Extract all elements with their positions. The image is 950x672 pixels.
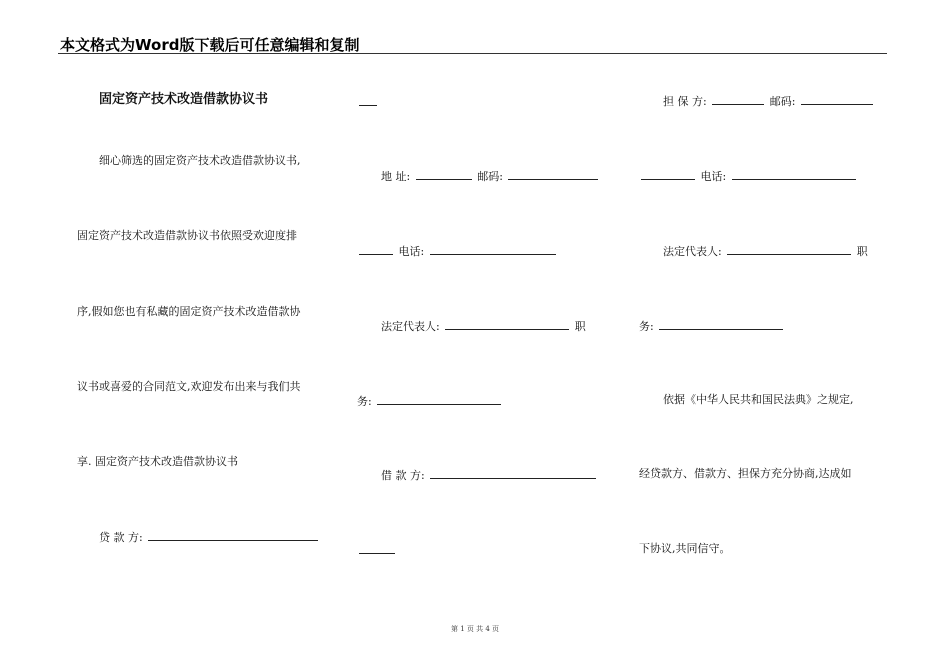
page-number: 第 1 页 共 4 页 [450,625,500,633]
phone-blank[interactable] [430,243,556,255]
position-label-end: 务: [357,395,372,408]
position-label-start: 职 [856,245,868,258]
lender-row [99,529,320,545]
continuation-row [357,94,379,110]
guarantor-name-blank[interactable] [712,93,764,105]
lender-label: 贷 款 方: [99,531,143,544]
postcode-blank[interactable] [508,168,598,180]
header-text: 本文格式为Word版下载后可任意编辑和复制 [60,36,360,54]
position-row [639,318,785,334]
intro-line: 固定资产技术改造借款协议书依照受欢迎度排 [77,229,297,242]
position-label-start: 职 [574,320,586,333]
postcode-label: 邮码: [769,95,796,108]
intro-line: 细心筛选的固定资产技术改造借款协议书, [99,154,301,167]
lender-name-blank[interactable] [148,529,318,541]
position-blank[interactable] [377,393,501,405]
continuation-blank[interactable] [359,243,393,255]
intro-line: 序,假如您也有私藏的固定资产技术改造借款协 [77,305,301,318]
borrower-row [381,467,598,483]
postcode-blank[interactable] [801,93,873,105]
address-blank[interactable] [641,168,695,180]
body-line: 下协议,共同信守。 [639,542,731,555]
legal-rep-row [381,318,586,334]
postcode-label: 邮码: [477,170,503,183]
phone-row [639,168,858,184]
position-row [357,393,503,409]
legal-rep-blank[interactable] [445,318,569,330]
continuation-blank[interactable] [359,94,377,106]
guarantor-label: 担 保 方: [663,95,707,108]
address-blank[interactable] [416,168,472,180]
position-label-end: 务: [639,320,654,333]
document-title: 固定资产技术改造借款协议书 [99,92,269,107]
address-label: 地 址: [381,170,411,183]
address-row [381,168,600,184]
intro-line: 议书或喜爱的合同范文,欢迎发布出来与我们共 [77,380,301,393]
intro-line: 享. 固定资产技术改造借款协议书 [77,455,238,468]
header-divider [58,53,887,54]
position-blank[interactable] [659,318,783,330]
body-line: 依据《中华人民共和国民法典》之规定, [663,393,854,406]
borrower-name-blank[interactable] [430,467,596,479]
body-line: 经贷款方、借款方、担保方充分协商,达成如 [639,467,852,480]
phone-label: 电话: [700,170,727,183]
legal-rep-label: 法定代表人: [381,320,440,333]
phone-label: 电话: [398,245,425,258]
phone-row [357,243,558,259]
continuation-blank[interactable] [359,542,395,554]
phone-blank[interactable] [732,168,856,180]
legal-rep-blank[interactable] [727,243,851,255]
borrower-label: 借 款 方: [381,469,425,482]
guarantor-row [663,93,875,109]
legal-rep-label: 法定代表人: [663,245,722,258]
continuation-row [357,542,397,558]
legal-rep-row [663,243,868,259]
